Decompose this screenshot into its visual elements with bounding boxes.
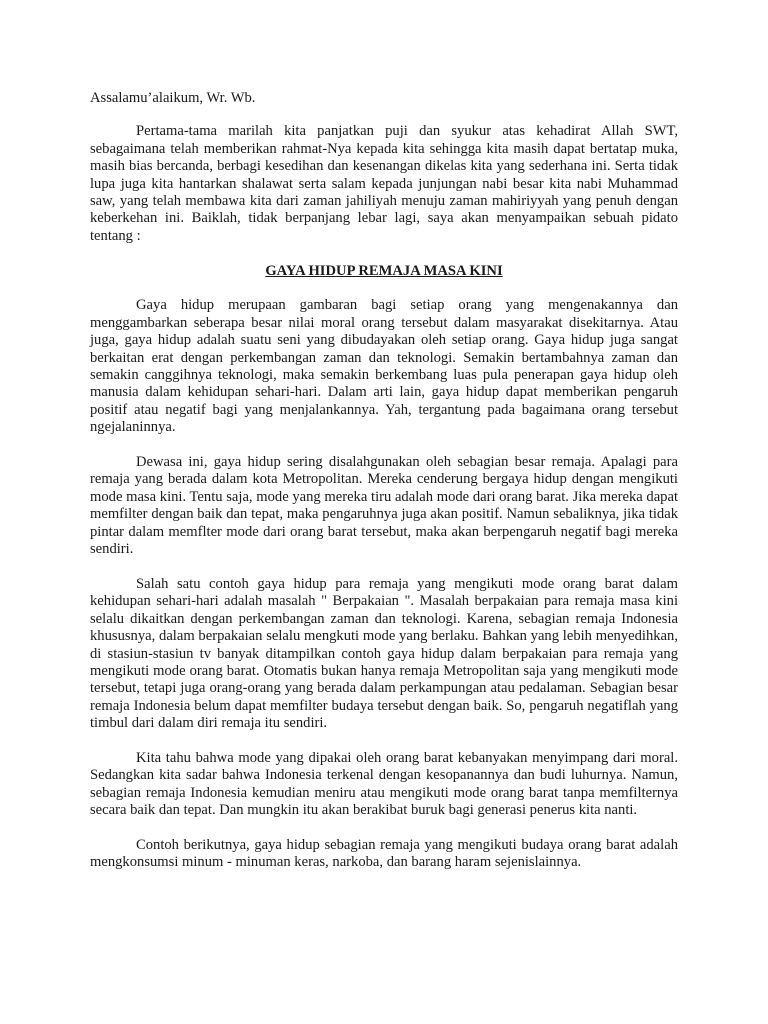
greeting: Assalamu’alaikum, Wr. Wb. bbox=[90, 90, 256, 106]
paragraph-next-example: Contoh berikutnya, gaya hidup sebagian remaja yang mengikuti budaya orang barat adalah mengkonsumsi minum - minuman keras, narkoba, dan barang haram sejenislainnya. bbox=[90, 836, 678, 871]
document-body bbox=[90, 90, 678, 889]
paragraph-opening: Pertama-tama marilah kita panjatkan puji dan syukur atas kehadirat Allah SWT, sebagaimana telah memberikan rahmat-Nya kepada kita sehingga kita masih dapat bertatap muka, masih bias bercanda, berbagi kesedihan dan kesenangan dikelas kita yang sederhana ini. Serta tidak lupa juga kita hantarkan shalawat serta salam kepada junjungan nabi besar kita nabi Muhammad saw, yang telah membawa kita dari zaman jahiliyah menuju zaman mahiriyyah yang penuh dengan keberkehan ini. Baiklah, tidak berpanjang lebar lagi, saya akan menyampaikan sebuah pidato tentang : bbox=[90, 123, 678, 244]
speech-title: GAYA HIDUP REMAJA MASA KINI bbox=[265, 262, 503, 279]
paragraph-morality: Kita tahu bahwa mode yang dipakai oleh orang barat kebanyakan menyimpang dari moral. Sedangkan kita sadar bahwa Indonesia terkenal dengan kesopanannya dan budi luhurnya. Namun, sebagian remaja Indonesia kemudian meniru atau mengikuti mode orang barat tanpa memfilternya secara baik dan tepat. Dan mungkin itu akan berakibat buruk bagi generasi penerus kita nanti. bbox=[90, 749, 678, 819]
paragraph-clothing: Salah satu contoh gaya hidup para remaja yang mengikuti mode orang barat dalam kehidupan sehari-hari adalah masalah " Berpakaian ". Masalah berpakaian para remaja masa kini selalu dikaitkan dengan perkembangan zaman dan teknologi. Karena, sebagian remaja Indonesia khususnya, dalam berpakaian selalu mengkuti mode yang berlaku. Bahkan yang lebih menyedihkan, di stasiun-stasiun tv banyak ditampilkan contoh gaya hidup dalam berpakaian para remaja yang mengikuti mode orang barat. Otomatis bukan hanya remaja Metropolitan saja yang mengikuti mode tersebut, tetapi juga orang-orang yang berada dalam perkampungan atau pedalaman. Sebagian besar remaja Indonesia belum dapat memfilter budaya tersebut dengan baik. So, pengaruh negatiflah yang timbul dari dalam diri remaja itu sendiri. bbox=[90, 575, 678, 732]
paragraph-lifestyle-definition: Gaya hidup merupaan gambaran bagi setiap orang yang mengenakannya dan menggambarkan seberapa besar nilai moral orang tersebut dalam masyarakat disekitarnya. Atau juga, gaya hidup adalah suatu seni yang dibudayakan oleh setiap orang. Gaya hidup juga sangat berkaitan erat dengan perkembangan zaman dan teknologi. Semakin bertambahnya zaman dan semakin canggihnya teknologi, maka semakin berkembang luas pula penerapan gaya hidup oleh manusia dalam kehidupan sehari-hari. Dalam arti lain, gaya hidup dapat memberikan pengaruh positif atau negatif bagi yang menjalankannya. Yah, tergantung pada bagaimana orang tersebut ngejalaninnya. bbox=[90, 297, 678, 436]
paragraph-misuse: Dewasa ini, gaya hidup sering disalahgunakan oleh sebagian besar remaja. Apalagi para remaja yang berada dalam kota Metropolitan. Mereka cenderung bergaya hidup dengan mengikuti mode masa kini. Tentu saja, mode yang mereka tiru adalah mode dari orang barat. Jika mereka dapat memfilter dengan baik dan tepat, maka pengaruhnya juga akan positif. Namun sebaliknya, jika tidak pintar dalam memflter mode dari orang barat tersebut, maka akan berpengaruh negatif bagi mereka sendiri. bbox=[90, 454, 678, 558]
